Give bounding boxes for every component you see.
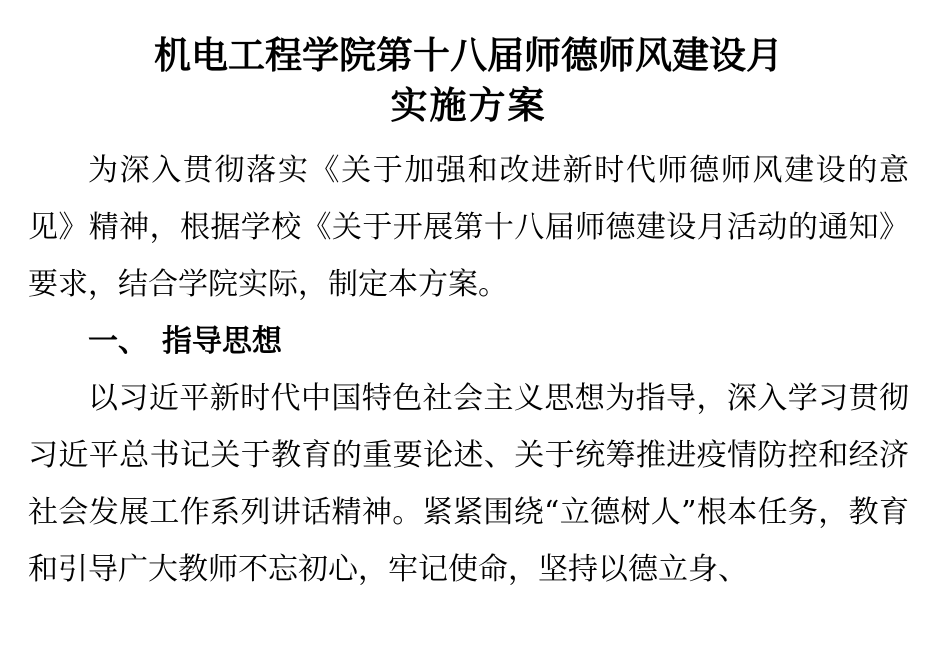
page-title [28, 30, 909, 130]
section-1-paragraph: 以习近平新时代中国特色社会主义思想为指导，深入学习贯彻习近平总书记关于教育的重要论述、关于统筹推进疫情防控和经济社会发展工作系列讲话精神。紧紧围绕“立德树人”根本任务，教育和引导广大教师不忘初心，牢记使命，坚持以德立身、 [28, 381, 909, 587]
intro-paragraph: 为深入贯彻落实《关于加强和改进新时代师德师风建设的意见》精神，根据学校《关于开展第十八届师德建设月活动的通知》要求，结合学院实际，制定本方案。 [28, 153, 909, 302]
page-title-line-1: 机电工程学院第十八届师德师风建设月 [154, 33, 783, 77]
section-number: 一、 [88, 324, 148, 359]
section-heading-label: 指导思想 [162, 324, 282, 359]
section-heading-guiding-ideology [28, 313, 909, 370]
page-title-line-2: 实施方案 [390, 83, 547, 127]
